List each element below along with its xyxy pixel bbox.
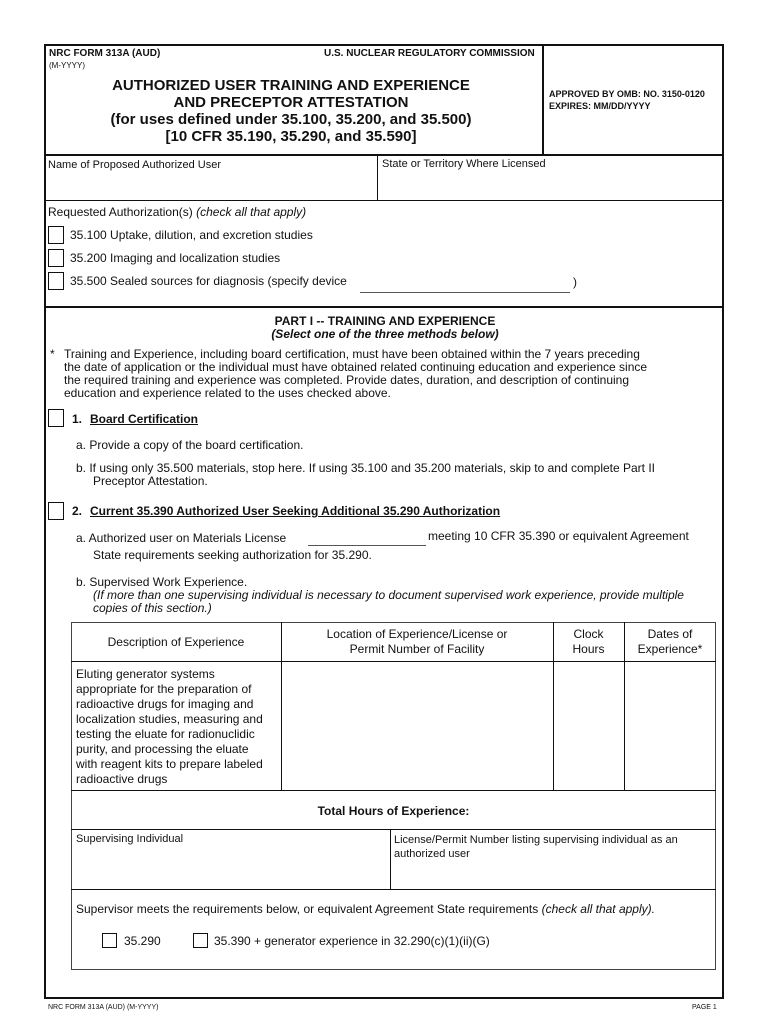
method2-item-a-pre: a. Authorized user on Materials License — [76, 531, 287, 545]
method1-item-b-line2: Preceptor Attestation. — [93, 474, 208, 488]
note-line1: Training and Experience, including board certification, must have been obtained within the 7 years preceding — [64, 347, 640, 361]
req-option-35-290: 35.290 — [124, 934, 161, 948]
supervisor-requirements-text: Supervisor meets the requirements below, or equivalent Agreement State requirements — [76, 902, 539, 916]
device-input[interactable] — [360, 292, 570, 293]
location-input-cell[interactable] — [283, 663, 551, 788]
row-description-line: localization studies, measuring and — [76, 712, 263, 726]
header-divider — [542, 44, 544, 156]
method2-number: 2. — [72, 504, 83, 518]
supervisor-license-field-line1[interactable]: License/Permit Number listing supervising individual as an — [394, 834, 678, 846]
row-description-line: Eluting generator systems — [76, 667, 215, 681]
checkbox-35-200[interactable] — [48, 249, 64, 267]
method2-item-b-note1: (If more than one supervising individual is necessary to document supervised work experience, provide multiple — [93, 588, 684, 602]
row-description-line: radioactive drugs — [76, 772, 168, 786]
col-header-location-line2: Permit Number of Facility — [349, 642, 485, 656]
note-line2: the date of application or the individual must have obtained related continuing education and experience since — [64, 360, 648, 374]
row-description-line: with reagent kits to prepare labeled — [76, 757, 263, 771]
dates-input-cell[interactable] — [626, 663, 714, 788]
row-description-line: purity, and processing the eluate — [76, 742, 249, 756]
method2-item-b-note2: copies of this section.) — [93, 601, 212, 615]
auth-item-35-200: 35.200 Imaging and localization studies — [70, 251, 281, 265]
materials-license-input[interactable] — [308, 545, 426, 546]
proposed-user-name-field[interactable]: Name of Proposed Authorized User — [48, 159, 222, 171]
method2-title: Current 35.390 Authorized User Seeking Additional 35.290 Authorization — [90, 504, 501, 518]
note-line3: the required training and experience was completed. Provide dates, duration, and description of continuing — [64, 373, 630, 387]
col-header-hours-line1: Clock — [573, 627, 604, 641]
method2-item-a-post: meeting 10 CFR 35.390 or equivalent Agreement — [428, 529, 689, 543]
auth-item-35-500: 35.500 Sealed sources for diagnosis (specify device — [70, 274, 347, 288]
form-title-line1: AUTHORIZED USER TRAINING AND EXPERIENCE — [112, 77, 470, 94]
checkbox-req-35-290[interactable] — [102, 933, 117, 948]
table-supervisor-rule — [71, 889, 716, 890]
supervisor-requirements — [76, 902, 655, 916]
col-header-location-line1: Location of Experience/License or — [326, 627, 508, 641]
authorizations-label — [48, 205, 306, 219]
col-header-dates-line2: Experience* — [637, 642, 703, 656]
note-asterisk: * — [50, 347, 55, 361]
table-row-rule — [71, 790, 716, 791]
checkbox-req-35-390-generator[interactable] — [193, 933, 208, 948]
row-description-line: appropriate for the preparation of — [76, 682, 252, 696]
method1-item-a: a. Provide a copy of the board certification. — [76, 438, 304, 452]
authorizations-label-text: Requested Authorization(s) — [48, 205, 193, 219]
form-date: (M-YYYY) — [49, 61, 85, 70]
req-option-35-390-generator: 35.390 + generator experience in 32.290(c)(1)(ii)(G) — [214, 934, 490, 948]
part1-subtitle: (Select one of the three methods below) — [271, 327, 499, 341]
footer-form-id: NRC FORM 313A (AUD) (M-YYYY) — [48, 1004, 159, 1011]
form-title-line4: [10 CFR 35.190, 35.290, and 35.590] — [165, 128, 417, 145]
form-title-line2: AND PRECEPTOR ATTESTATION — [173, 94, 409, 111]
table-header-rule — [71, 661, 716, 662]
part1-title: PART I -- TRAINING AND EXPERIENCE — [274, 314, 496, 328]
row-description-line: testing the eluate for radionuclidic — [76, 727, 255, 741]
table-supervisor-divider — [390, 829, 391, 889]
device-close-paren: ) — [573, 275, 577, 289]
checkbox-35-500[interactable] — [48, 272, 64, 290]
method1-number: 1. — [72, 412, 83, 426]
form-title-line3: (for uses defined under 35.100, 35.200, and 35.500) — [110, 111, 472, 128]
omb-number: APPROVED BY OMB: NO. 3150-0120 — [549, 89, 705, 99]
auth-item-35-100: 35.100 Uptake, dilution, and excretion studies — [70, 228, 313, 242]
agency-name: U.S. NUCLEAR REGULATORY COMMISSION — [324, 48, 535, 59]
checkbox-current-35-390-user[interactable] — [48, 502, 64, 520]
method2-item-b: b. Supervised Work Experience. — [76, 575, 248, 589]
state-licensed-field[interactable]: State or Territory Where Licensed — [382, 158, 546, 170]
omb-expiration: EXPIRES: MM/DD/YYYY — [549, 101, 651, 111]
method2-item-a-line2: State requirements seeking authorization for 35.290. — [93, 548, 372, 562]
method1-item-b-line1: b. If using only 35.500 materials, stop here. If using 35.100 and 35.200 materials, skip to and complete Part II — [76, 461, 656, 475]
name-state-divider — [377, 155, 378, 201]
footer-page-number: PAGE 1 — [692, 1004, 717, 1011]
col-header-description: Description of Experience — [107, 635, 245, 649]
method1-title: Board Certification — [90, 412, 199, 426]
col-header-hours-line2: Hours — [572, 642, 605, 656]
table-total-rule — [71, 829, 716, 830]
supervising-individual-field[interactable]: Supervising Individual — [76, 833, 184, 845]
supervisor-license-field-line2: authorized user — [394, 848, 470, 860]
checkbox-board-certification[interactable] — [48, 409, 64, 427]
col-header-dates-line1: Dates of — [647, 627, 693, 641]
form-id: NRC FORM 313A (AUD) — [49, 48, 161, 59]
supervisor-requirements-hint: (check all that apply). — [541, 902, 655, 916]
clock-hours-input-cell[interactable] — [555, 663, 622, 788]
row-description-line: radioactive drugs for imaging and — [76, 697, 254, 711]
checkbox-35-100[interactable] — [48, 226, 64, 244]
authorizations-hint: (check all that apply) — [196, 205, 307, 219]
total-hours-label[interactable]: Total Hours of Experience: — [317, 804, 470, 818]
note-line4: education and experience related to the uses checked above. — [64, 386, 391, 400]
